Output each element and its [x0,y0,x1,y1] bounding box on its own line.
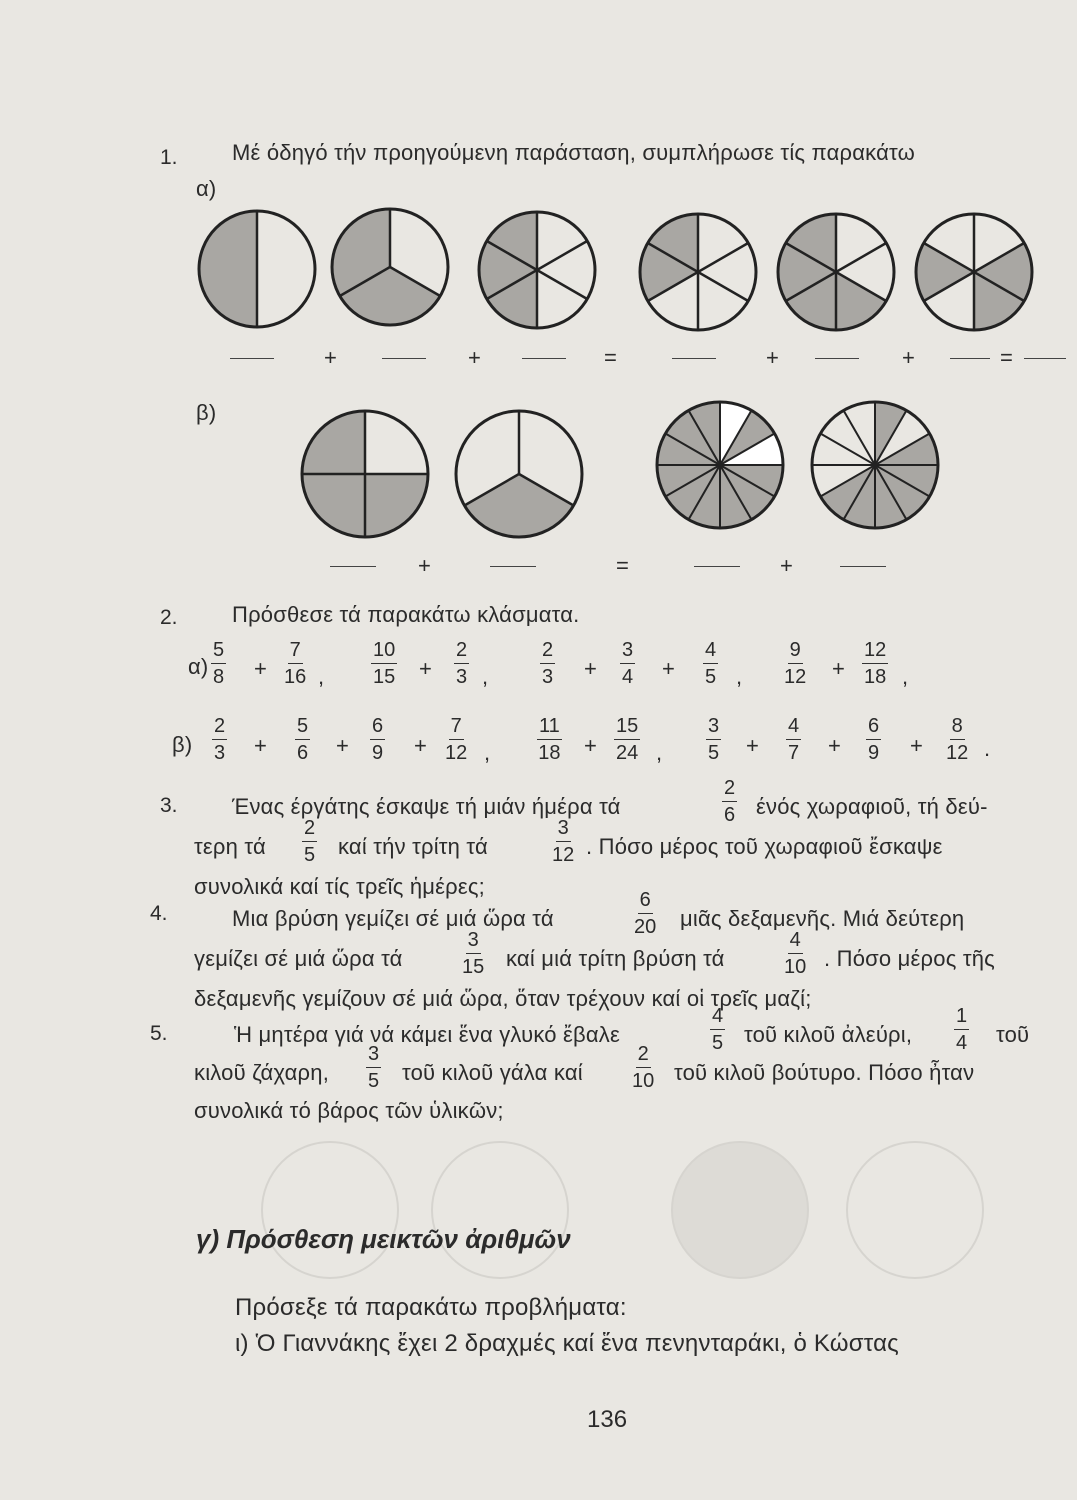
problem-1-part-b: β) [196,400,217,425]
plus-op: + [584,733,597,758]
pie-halves [197,209,317,329]
problem-5-line-1b: τοῦ κιλοῦ ἀλεύρι, [744,1022,913,1047]
equals-op: = [1000,345,1013,370]
fraction: $\frac{15}{24}$ [616,715,639,764]
pie-thirds [330,207,450,327]
plus-op: + [324,345,337,370]
problem-3-number: 3. [160,794,178,817]
section-item-1: ι) Ὁ Γιαννάκης ἔχει 2 δραχμές καί ἕνα πενηνταράκι, ὁ Κώστας [235,1330,899,1357]
problem-1-text: Μέ όδηγό τήν προηγούμενη παράσταση, συμπλήρωσε τίς παρακάτω [232,140,915,165]
plus-op: + [766,345,779,370]
problem-2-text: Πρόσθεσε τά παρακάτω κλάσματα. [232,602,580,627]
comma-op: , [736,664,743,689]
pie-twelfths-b [810,400,940,530]
plus-op: + [828,733,841,758]
blank[interactable] [694,566,740,567]
comma-op: , [482,664,489,689]
fraction: $\frac{2}{3}$ [542,639,554,688]
problem-5-line-2b: τοῦ κιλοῦ γάλα καί [402,1060,583,1085]
fraction: $\frac{12}{18}$ [864,639,887,688]
problem-5-line-2a: κιλοῦ ζάχαρη, [194,1060,330,1085]
fraction: $\frac{4}{7}$ [788,715,800,764]
pie-sixths-a [477,210,597,330]
problem-5-line-3: συνολικά τό βάρος τῶν ὑλικῶν; [194,1098,504,1123]
fraction: $\frac{6}{9}$ [372,715,384,764]
pie-sixths-d [914,212,1034,332]
period-op: . [984,736,991,761]
fraction: $\frac{2}{10}$ [632,1043,655,1092]
plus-op: + [584,656,597,681]
problem-3-line-2a: τερη τά [194,834,266,859]
fraction: $\frac{9}{12}$ [784,639,807,688]
plus-op: + [254,656,267,681]
equals-op: = [616,553,629,578]
problem-4-line-2c: . Πόσο μέρος τῆς [824,946,995,971]
problem-5-line-2c: τοῦ κιλοῦ βούτυρο. Πόσο ἦταν [674,1060,975,1085]
plus-op: + [746,733,759,758]
pie-quarters [300,409,430,539]
fraction: $\frac{6}{9}$ [868,715,880,764]
problem-2-number: 2. [160,606,178,629]
fraction: $\frac{7}{12}$ [445,715,468,764]
blank[interactable] [490,566,536,567]
problem-2-part-a: α) [188,654,209,679]
section-intro: Πρόσεξε τά παρακάτω προβλήματα: [235,1294,627,1321]
fraction: $\frac{4}{5}$ [712,1005,724,1054]
equals-op: = [604,345,617,370]
plus-op: + [418,553,431,578]
blank[interactable] [672,358,716,359]
plus-op: + [419,656,432,681]
fraction: $\frac{10}{15}$ [373,639,396,688]
problem-4-line-1a: Μια βρύση γεμίζει σέ μιά ὥρα τά [232,906,554,931]
fraction: $\frac{6}{20}$ [634,889,657,938]
plus-op: + [780,553,793,578]
fraction: $\frac{3}{4}$ [622,639,634,688]
problem-1-part-a: α) [196,176,217,201]
comma-op: , [656,740,663,765]
problem-4-line-2b: καί μιά τρίτη βρύση τά [506,946,725,971]
problem-1-number: 1. [160,146,178,169]
fraction: $\frac{3}{12}$ [552,817,575,866]
page-number: 136 [587,1406,628,1433]
fraction: $\frac{4}{10}$ [784,929,807,978]
fraction: $\frac{5}{8}$ [213,639,225,688]
blank[interactable] [815,358,859,359]
problem-3-line-2c: . Πόσο μέρος τοῦ χωραφιοῦ ἔσκαψε [586,834,943,859]
fraction: $\frac{1}{4}$ [956,1005,968,1054]
section-heading: γ) Πρόσθεση μεικτῶν ἀριθμῶν [196,1224,571,1254]
blank[interactable] [950,358,990,359]
problem-4-line-2a: γεμίζει σέ μιά ὥρα τά [194,946,403,971]
plus-op: + [662,656,675,681]
problem-5-number: 5. [150,1022,168,1045]
blank[interactable] [382,358,426,359]
problem-3-line-3: συνολικά καί τίς τρεῖς ἡμέρες; [194,874,485,899]
plus-op: + [832,656,845,681]
problem-3-line-2b: καί τήν τρίτη τά [338,834,488,859]
plus-op: + [468,345,481,370]
pie-thirds-b [454,409,584,539]
problem-4-line-1b: μιᾶς δεξαμενῆς. Μιά δεύτερη [680,906,965,931]
plus-op: + [336,733,349,758]
problem-4-number: 4. [150,902,168,925]
problem-4-line-3: δεξαμενῆς γεμίζουν σέ μιά ὥρα, ὅταν τρέχουν καί οἱ τρεῖς μαζί; [194,986,812,1011]
comma-op: , [902,664,909,689]
fraction: $\frac{2}{5}$ [304,817,316,866]
blank[interactable] [330,566,376,567]
pie-sixths-b [638,212,758,332]
plus-op: + [910,733,923,758]
plus-op: + [902,345,915,370]
fraction: $\frac{2}{6}$ [724,777,736,826]
problem-2-part-b: β) [172,732,193,757]
plus-op: + [414,733,427,758]
fraction: $\frac{2}{3}$ [214,715,226,764]
problem-5-line-1c: τοῦ [996,1022,1030,1047]
plus-op: + [254,733,267,758]
fraction: $\frac{3}{5}$ [368,1043,380,1092]
blank[interactable] [230,358,274,359]
fraction: $\frac{5}{6}$ [297,715,309,764]
fraction: $\frac{11}{18}$ [538,715,561,764]
fraction: $\frac{2}{3}$ [456,639,468,688]
problem-5-line-1a: Ἡ μητέρα γιά νά κάμει ἕνα γλυκό ἔβαλε [234,1022,620,1047]
comma-op: , [484,740,491,765]
comma-op: , [318,664,325,689]
pie-twelfths-a [655,400,785,530]
blank[interactable] [1024,358,1066,359]
blank[interactable] [522,358,566,359]
show-through-shapes [255,1135,1055,1285]
blank[interactable] [840,566,886,567]
fraction: $\frac{3}{5}$ [708,715,720,764]
pie-sixths-c [776,212,896,332]
fraction: $\frac{4}{5}$ [705,639,717,688]
fraction: $\frac{8}{12}$ [946,715,969,764]
fraction: $\frac{7}{16}$ [284,639,307,688]
problem-3-line-1b: ένός χωραφιοῦ, τή δεύ- [756,794,988,819]
problem-3-line-1a: Ένας έργάτης έσκαψε τή μιάν ήμέρα τά [232,794,621,819]
fraction: $\frac{3}{15}$ [462,929,485,978]
